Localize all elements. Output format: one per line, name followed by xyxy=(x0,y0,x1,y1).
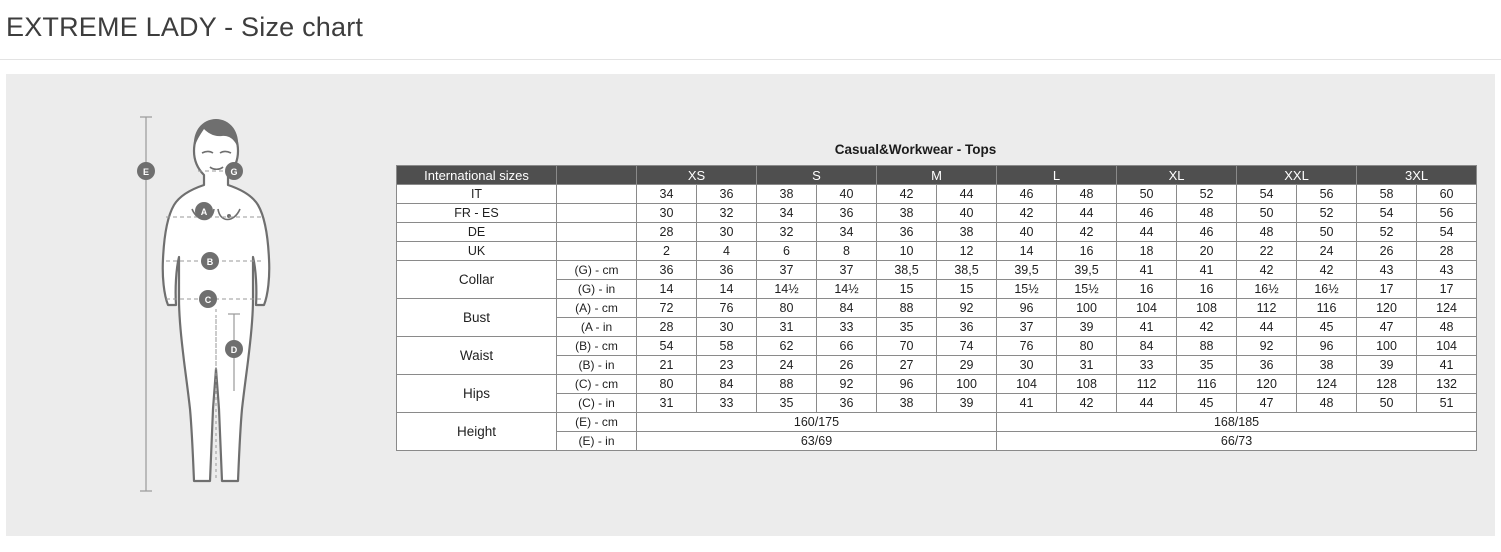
table-title: Casual&Workwear - Tops xyxy=(834,142,997,157)
table-cell: 6 xyxy=(757,242,817,261)
table-cell: 104 xyxy=(1117,299,1177,318)
table-cell: 35 xyxy=(877,318,937,337)
header-size-xxl: XXL xyxy=(1237,166,1357,185)
table-cell: 44 xyxy=(1057,204,1117,223)
row-unit xyxy=(557,242,637,261)
row-unit xyxy=(557,223,637,242)
table-cell: 15 xyxy=(877,280,937,299)
table-cell: 28 xyxy=(1417,242,1477,261)
table-cell: 36 xyxy=(697,185,757,204)
table-cell: 8 xyxy=(817,242,877,261)
table-cell: 42 xyxy=(1057,223,1117,242)
table-cell: 36 xyxy=(817,204,877,223)
table-cell: 60 xyxy=(1417,185,1477,204)
table-cell: 80 xyxy=(757,299,817,318)
table-cell: 44 xyxy=(937,185,997,204)
table-row xyxy=(397,356,1477,375)
table-cell: 16 xyxy=(1177,280,1237,299)
table-cell: 70 xyxy=(877,337,937,356)
table-cell: 30 xyxy=(637,204,697,223)
table-cell: 100 xyxy=(1357,337,1417,356)
table-cell: 36 xyxy=(877,223,937,242)
table-cell: 92 xyxy=(817,375,877,394)
table-cell: 28 xyxy=(637,223,697,242)
table-cell: 48 xyxy=(1237,223,1297,242)
table-cell: 42 xyxy=(1177,318,1237,337)
row-unit xyxy=(557,185,637,204)
table-cell: 33 xyxy=(817,318,877,337)
table-cell: 42 xyxy=(1057,394,1117,413)
table-cell: 16 xyxy=(1057,242,1117,261)
table-header-row xyxy=(397,166,1477,185)
table-cell: 96 xyxy=(997,299,1057,318)
table-cell: 44 xyxy=(1117,394,1177,413)
table-cell: 17 xyxy=(1357,280,1417,299)
table-row xyxy=(397,413,1477,432)
figure-label-C xyxy=(199,290,217,308)
table-cell: 76 xyxy=(997,337,1057,356)
table-cell: 14½ xyxy=(757,280,817,299)
table-cell: 48 xyxy=(1417,318,1477,337)
table-cell: 80 xyxy=(1057,337,1117,356)
table-cell: 2 xyxy=(637,242,697,261)
row-label: FR - ES xyxy=(397,204,557,223)
row-unit: (G) - cm xyxy=(557,261,637,280)
table-cell: 100 xyxy=(1057,299,1117,318)
table-cell: 40 xyxy=(817,185,877,204)
table-cell: 88 xyxy=(757,375,817,394)
table-cell: 108 xyxy=(1177,299,1237,318)
table-cell: 116 xyxy=(1297,299,1357,318)
table-cell: 92 xyxy=(1237,337,1297,356)
row-label: DE xyxy=(397,223,557,242)
row-label: Hips xyxy=(397,375,557,413)
table-cell: 92 xyxy=(937,299,997,318)
table-cell: 48 xyxy=(1057,185,1117,204)
table-row xyxy=(397,394,1477,413)
row-unit: (C) - in xyxy=(557,394,637,413)
table-cell: 14½ xyxy=(817,280,877,299)
table-cell: 32 xyxy=(697,204,757,223)
table-cell: 18 xyxy=(1117,242,1177,261)
figure-label-D xyxy=(225,340,243,358)
table-cell: 41 xyxy=(1117,318,1177,337)
table-cell: 23 xyxy=(697,356,757,375)
svg-text:A: A xyxy=(200,207,208,217)
table-cell: 30 xyxy=(697,223,757,242)
page-title: EXTREME LADY - Size chart xyxy=(6,12,364,42)
table-cell: 104 xyxy=(1417,337,1477,356)
table-cell: 116 xyxy=(1177,375,1237,394)
table-cell: 124 xyxy=(1297,375,1357,394)
table-cell: 38 xyxy=(877,394,937,413)
figure-label-G xyxy=(225,162,243,180)
table-cell: 46 xyxy=(1117,204,1177,223)
table-cell: 108 xyxy=(1057,375,1117,394)
table-cell: 47 xyxy=(1237,394,1297,413)
table-cell: 34 xyxy=(637,185,697,204)
table-cell: 17 xyxy=(1417,280,1477,299)
table-cell: 16 xyxy=(1117,280,1177,299)
table-cell: 26 xyxy=(817,356,877,375)
table-cell: 26 xyxy=(1357,242,1417,261)
table-cell: 72 xyxy=(637,299,697,318)
table-cell: 96 xyxy=(1297,337,1357,356)
table-body xyxy=(397,185,1477,451)
table-cell: 15½ xyxy=(997,280,1057,299)
row-unit: (A - in xyxy=(557,318,637,337)
row-label: UK xyxy=(397,242,557,261)
body-measurement-figure xyxy=(6,74,396,536)
table-cell: 31 xyxy=(637,394,697,413)
table-cell: 42 xyxy=(877,185,937,204)
table-cell: 84 xyxy=(817,299,877,318)
table-cell: 39 xyxy=(937,394,997,413)
header-size-s: S xyxy=(757,166,877,185)
table-cell-height-left: 63/69 xyxy=(637,432,997,451)
figure-label-A xyxy=(195,202,213,220)
table-cell: 39,5 xyxy=(997,261,1057,280)
table-cell: 41 xyxy=(1177,261,1237,280)
size-table xyxy=(396,165,1477,451)
header-size-l: L xyxy=(997,166,1117,185)
table-cell: 88 xyxy=(1177,337,1237,356)
table-cell: 54 xyxy=(637,337,697,356)
table-cell: 29 xyxy=(937,356,997,375)
table-cell: 12 xyxy=(937,242,997,261)
row-unit: (E) - in xyxy=(557,432,637,451)
table-cell: 37 xyxy=(997,318,1057,337)
header-size-xs: XS xyxy=(637,166,757,185)
svg-text:C: C xyxy=(204,295,212,305)
table-cell: 22 xyxy=(1237,242,1297,261)
table-cell: 41 xyxy=(1417,356,1477,375)
table-cell: 24 xyxy=(757,356,817,375)
table-cell: 58 xyxy=(697,337,757,356)
table-cell: 16½ xyxy=(1237,280,1297,299)
size-table-container xyxy=(396,74,1495,451)
table-cell: 40 xyxy=(937,204,997,223)
table-cell: 58 xyxy=(1357,185,1417,204)
svg-text:B: B xyxy=(206,257,214,267)
table-cell: 84 xyxy=(1117,337,1177,356)
table-cell-height-right: 168/185 xyxy=(997,413,1477,432)
table-cell: 14 xyxy=(997,242,1057,261)
table-row xyxy=(397,375,1477,394)
table-cell: 39,5 xyxy=(1057,261,1117,280)
table-cell: 30 xyxy=(997,356,1057,375)
table-cell: 20 xyxy=(1177,242,1237,261)
table-cell: 120 xyxy=(1357,299,1417,318)
table-cell: 46 xyxy=(1177,223,1237,242)
table-cell: 36 xyxy=(817,394,877,413)
size-chart-panel xyxy=(6,74,1495,536)
header-divider xyxy=(0,59,1501,60)
table-row xyxy=(397,185,1477,204)
table-cell: 112 xyxy=(1237,299,1297,318)
table-cell: 54 xyxy=(1357,204,1417,223)
table-cell: 52 xyxy=(1297,204,1357,223)
table-cell: 47 xyxy=(1357,318,1417,337)
table-cell: 128 xyxy=(1357,375,1417,394)
table-cell: 45 xyxy=(1177,394,1237,413)
header-size-3xl: 3XL xyxy=(1357,166,1477,185)
table-cell: 48 xyxy=(1297,394,1357,413)
table-cell: 66 xyxy=(817,337,877,356)
table-cell: 42 xyxy=(1297,261,1357,280)
table-cell: 120 xyxy=(1237,375,1297,394)
row-label: Bust xyxy=(397,299,557,337)
table-cell: 41 xyxy=(997,394,1057,413)
header-size-xl: XL xyxy=(1117,166,1237,185)
table-cell: 50 xyxy=(1297,223,1357,242)
table-cell: 14 xyxy=(697,280,757,299)
table-cell: 36 xyxy=(1237,356,1297,375)
row-unit: (C) - cm xyxy=(557,375,637,394)
table-row xyxy=(397,223,1477,242)
table-row xyxy=(397,337,1477,356)
table-cell: 4 xyxy=(697,242,757,261)
table-cell: 38 xyxy=(937,223,997,242)
table-cell: 42 xyxy=(1237,261,1297,280)
table-cell: 31 xyxy=(757,318,817,337)
table-cell: 36 xyxy=(697,261,757,280)
table-cell: 34 xyxy=(817,223,877,242)
table-cell: 132 xyxy=(1417,375,1477,394)
row-unit: (A) - cm xyxy=(557,299,637,318)
table-cell: 43 xyxy=(1417,261,1477,280)
table-cell: 16½ xyxy=(1297,280,1357,299)
figure-label-B xyxy=(201,252,219,270)
row-unit: (B) - in xyxy=(557,356,637,375)
table-cell: 35 xyxy=(757,394,817,413)
table-cell: 33 xyxy=(1117,356,1177,375)
table-cell: 112 xyxy=(1117,375,1177,394)
table-cell: 15 xyxy=(937,280,997,299)
table-cell: 39 xyxy=(1057,318,1117,337)
table-cell-height-left: 160/175 xyxy=(637,413,997,432)
table-cell: 36 xyxy=(937,318,997,337)
table-cell: 27 xyxy=(877,356,937,375)
row-unit: (G) - in xyxy=(557,280,637,299)
table-cell: 100 xyxy=(937,375,997,394)
table-cell: 35 xyxy=(1177,356,1237,375)
row-label: Height xyxy=(397,413,557,451)
table-cell: 46 xyxy=(997,185,1057,204)
table-cell: 52 xyxy=(1177,185,1237,204)
table-cell: 34 xyxy=(757,204,817,223)
table-row xyxy=(397,242,1477,261)
female-body-diagram-icon xyxy=(136,109,296,509)
table-cell: 28 xyxy=(637,318,697,337)
table-row xyxy=(397,280,1477,299)
table-cell: 50 xyxy=(1117,185,1177,204)
table-cell: 39 xyxy=(1357,356,1417,375)
table-cell: 38,5 xyxy=(877,261,937,280)
table-cell: 30 xyxy=(697,318,757,337)
table-cell: 42 xyxy=(997,204,1057,223)
table-cell: 52 xyxy=(1357,223,1417,242)
table-row xyxy=(397,299,1477,318)
figure-label-E xyxy=(137,162,155,180)
header-international-sizes: International sizes xyxy=(397,166,557,185)
table-cell: 62 xyxy=(757,337,817,356)
row-unit: (E) - cm xyxy=(557,413,637,432)
row-label: Waist xyxy=(397,337,557,375)
row-label: IT xyxy=(397,185,557,204)
svg-text:E: E xyxy=(142,167,150,177)
table-cell: 104 xyxy=(997,375,1057,394)
table-cell: 38 xyxy=(1297,356,1357,375)
row-unit: (B) - cm xyxy=(557,337,637,356)
table-cell: 56 xyxy=(1417,204,1477,223)
table-cell: 33 xyxy=(697,394,757,413)
table-cell: 40 xyxy=(997,223,1057,242)
table-cell: 54 xyxy=(1417,223,1477,242)
table-cell: 80 xyxy=(637,375,697,394)
table-row xyxy=(397,318,1477,337)
table-cell: 124 xyxy=(1417,299,1477,318)
table-cell: 10 xyxy=(877,242,937,261)
table-cell: 43 xyxy=(1357,261,1417,280)
table-cell-height-right: 66/73 xyxy=(997,432,1477,451)
table-cell: 50 xyxy=(1357,394,1417,413)
table-cell: 21 xyxy=(637,356,697,375)
table-cell: 96 xyxy=(877,375,937,394)
table-cell: 45 xyxy=(1297,318,1357,337)
table-row xyxy=(397,261,1477,280)
table-cell: 31 xyxy=(1057,356,1117,375)
table-cell: 38 xyxy=(877,204,937,223)
table-cell: 32 xyxy=(757,223,817,242)
svg-text:G: G xyxy=(230,167,238,177)
table-cell: 48 xyxy=(1177,204,1237,223)
header-measure-unit xyxy=(557,166,637,185)
table-cell: 36 xyxy=(637,261,697,280)
page-header xyxy=(0,0,1501,60)
table-row xyxy=(397,204,1477,223)
table-cell: 24 xyxy=(1297,242,1357,261)
svg-text:D: D xyxy=(230,345,238,355)
table-cell: 37 xyxy=(757,261,817,280)
table-cell: 41 xyxy=(1117,261,1177,280)
table-cell: 38 xyxy=(757,185,817,204)
header-size-m: M xyxy=(877,166,997,185)
table-cell: 50 xyxy=(1237,204,1297,223)
table-cell: 54 xyxy=(1237,185,1297,204)
table-cell: 44 xyxy=(1237,318,1297,337)
table-cell: 37 xyxy=(817,261,877,280)
table-cell: 84 xyxy=(697,375,757,394)
table-row xyxy=(397,432,1477,451)
table-cell: 38,5 xyxy=(937,261,997,280)
table-cell: 14 xyxy=(637,280,697,299)
table-cell: 56 xyxy=(1297,185,1357,204)
table-cell: 44 xyxy=(1117,223,1177,242)
table-cell: 74 xyxy=(937,337,997,356)
row-label: Collar xyxy=(397,261,557,299)
table-cell: 88 xyxy=(877,299,937,318)
table-cell: 51 xyxy=(1417,394,1477,413)
table-cell: 76 xyxy=(697,299,757,318)
row-unit xyxy=(557,204,637,223)
table-cell: 15½ xyxy=(1057,280,1117,299)
